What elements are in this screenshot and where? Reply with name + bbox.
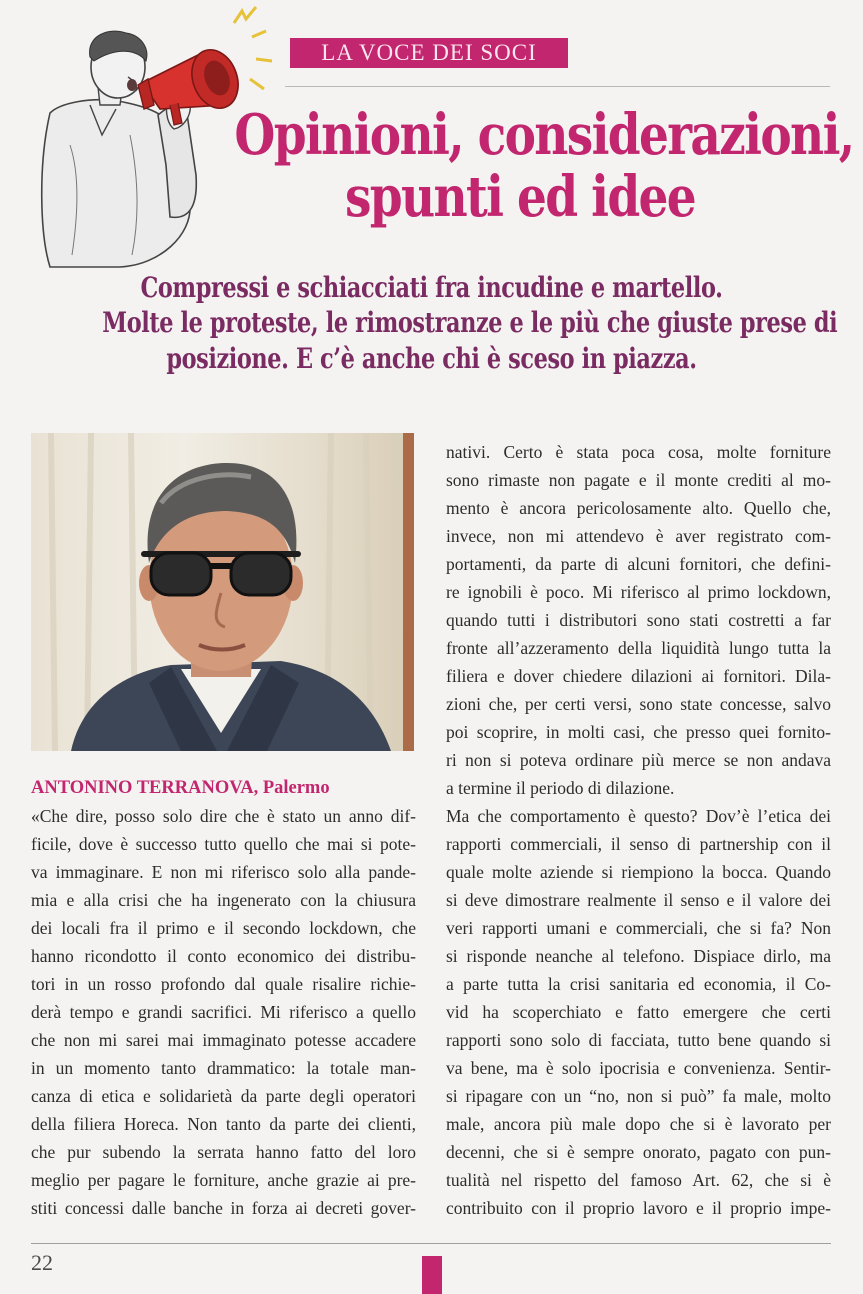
body-line: va immaginare. E non mi riferisco solo alla pande- xyxy=(31,862,416,882)
body-line: mento è ancora pericolosamente alto. Quello che, xyxy=(446,498,831,518)
portrait-photo xyxy=(31,433,414,751)
author-location: , Palermo xyxy=(253,778,330,798)
headline xyxy=(234,102,854,230)
subheadline-line: Compressi e schiacciati fra incudine e martello. xyxy=(140,271,723,304)
body-line: meglio per pagare le forniture, anche grazie ai pre- xyxy=(31,1170,416,1190)
body-line: vid ha scoperchiato e fatto emergere che certi xyxy=(446,1002,831,1022)
page-number: 22 xyxy=(31,1250,53,1275)
headline-line: Opinioni, considerazioni, xyxy=(234,102,854,168)
footer-divider xyxy=(31,1243,831,1244)
body-line: si risponde neanche al telefono. Dispiace dirlo, ma xyxy=(446,946,831,966)
subheadline-line: Molte le proteste, le rimostranze e le più che giuste prese di xyxy=(102,306,838,340)
body-line: male, ancora più male dopo che si è lavorato per xyxy=(446,1114,831,1134)
body-line: fronte all’azzeramento della liquidità lungo tutta la xyxy=(446,638,831,658)
body-line: rapporti sono solo di facciata, tutto bene quando si xyxy=(446,1030,831,1050)
body-line: derà tempo e grandi sacrifici. Mi riferisco a quello xyxy=(31,1002,416,1022)
headline-line: spunti ed idee xyxy=(344,163,696,230)
body-line: decenni, che si è sempre onorato, pagato con pun- xyxy=(446,1142,831,1162)
body-line: Ma che comportamento è questo? Dov’è l’etica dei xyxy=(446,806,831,826)
subheadline-line: posizione. E c’è anche chi è sceso in piazza. xyxy=(166,341,697,375)
body-line: zioni che, per certi versi, sono state concesse, salvo xyxy=(446,694,831,714)
body-line: re ignobili è poco. Mi riferisco al primo lockdown, xyxy=(446,582,831,602)
body-line: quale molte aziende si riempiono la bocca. Quando xyxy=(446,862,831,882)
body-line: quando tutti i distributori sono stati costretti a far xyxy=(446,610,831,630)
body-line: nativi. Certo è stata poca cosa, molte forniture xyxy=(446,442,831,462)
body-line: invece, non mi attendevo è aver registrato com- xyxy=(446,526,831,546)
body-line: che pur subendo la serrata hanno fatto del loro xyxy=(31,1142,416,1162)
body-line: filiera e dover chiedere dilazioni ai fornitori. Dila- xyxy=(446,666,831,686)
body-line: ri non si poteva ordinare più merce se non andava xyxy=(446,750,831,770)
body-line: che non mi sarei mai immaginato potesse accadere xyxy=(31,1030,416,1050)
section-label: LA VOCE DEI SOCI xyxy=(290,38,568,68)
footer-color-marker xyxy=(422,1256,442,1294)
body-line: si deve dimostrare realmente il senso e il valore dei xyxy=(446,890,831,910)
sound-burst-icon xyxy=(234,7,272,89)
body-line: dei locali fra il primo e il secondo lockdown, che xyxy=(31,918,416,938)
author-name: ANTONINO TERRANOVA xyxy=(31,778,254,798)
body-line: della filiera Horeca. Non tanto da parte dei clienti, xyxy=(31,1114,416,1134)
body-line: hanno ricondotto il conto economico dei distribu- xyxy=(31,946,416,966)
body-line: veri rapporti umani e commerciali, che si fa? Non xyxy=(446,918,831,938)
body-line: poi scoprire, in molti casi, che presso quei fornito- xyxy=(446,722,831,742)
body-line: rapporti commerciali, il senso di partnership con il xyxy=(446,834,831,854)
body-line: stiti concessi dalle banche in forza ai decreti gover- xyxy=(31,1198,416,1218)
body-line: si ripagare con un “no, non si può” fa male, molto xyxy=(446,1086,831,1106)
body-line: tualità nel rispetto del famoso Art. 62, che si è xyxy=(446,1170,831,1190)
body-line: ficile, dove è successo tutto quello che mai si pote- xyxy=(31,834,416,854)
header-divider xyxy=(285,86,830,87)
body-line: canza di etica e solidarietà da parte degli operatori xyxy=(31,1086,416,1106)
author-byline xyxy=(31,778,330,799)
body-line: va bene, ma è solo ipocrisia e convenienza. Sentir- xyxy=(446,1058,831,1078)
body-line: sono rimaste non pagate e il monte crediti al mo- xyxy=(446,470,831,490)
body-line: «Che dire, posso solo dire che è stato un anno dif- xyxy=(31,806,416,826)
subheadline xyxy=(102,270,838,376)
body-line: tori in un rosso profondo dal quale risalire richie- xyxy=(31,974,416,994)
body-line: portamenti, da parte di alcuni fornitori, che defini- xyxy=(446,554,831,574)
body-line: mia e alla crisi che ha ingenerato con la chiusura xyxy=(31,890,416,910)
body-line: in un momento tanto drammatico: la totale man- xyxy=(31,1058,416,1078)
body-line: contribuito con il proprio lavoro e il proprio impe- xyxy=(446,1198,831,1218)
body-line: a parte tutta la crisi sanitaria ed economia, il Co- xyxy=(446,974,831,994)
body-column-right xyxy=(446,441,831,1241)
body-line: a termine il periodo di dilazione. xyxy=(446,778,675,798)
body-column-left xyxy=(31,805,416,1235)
